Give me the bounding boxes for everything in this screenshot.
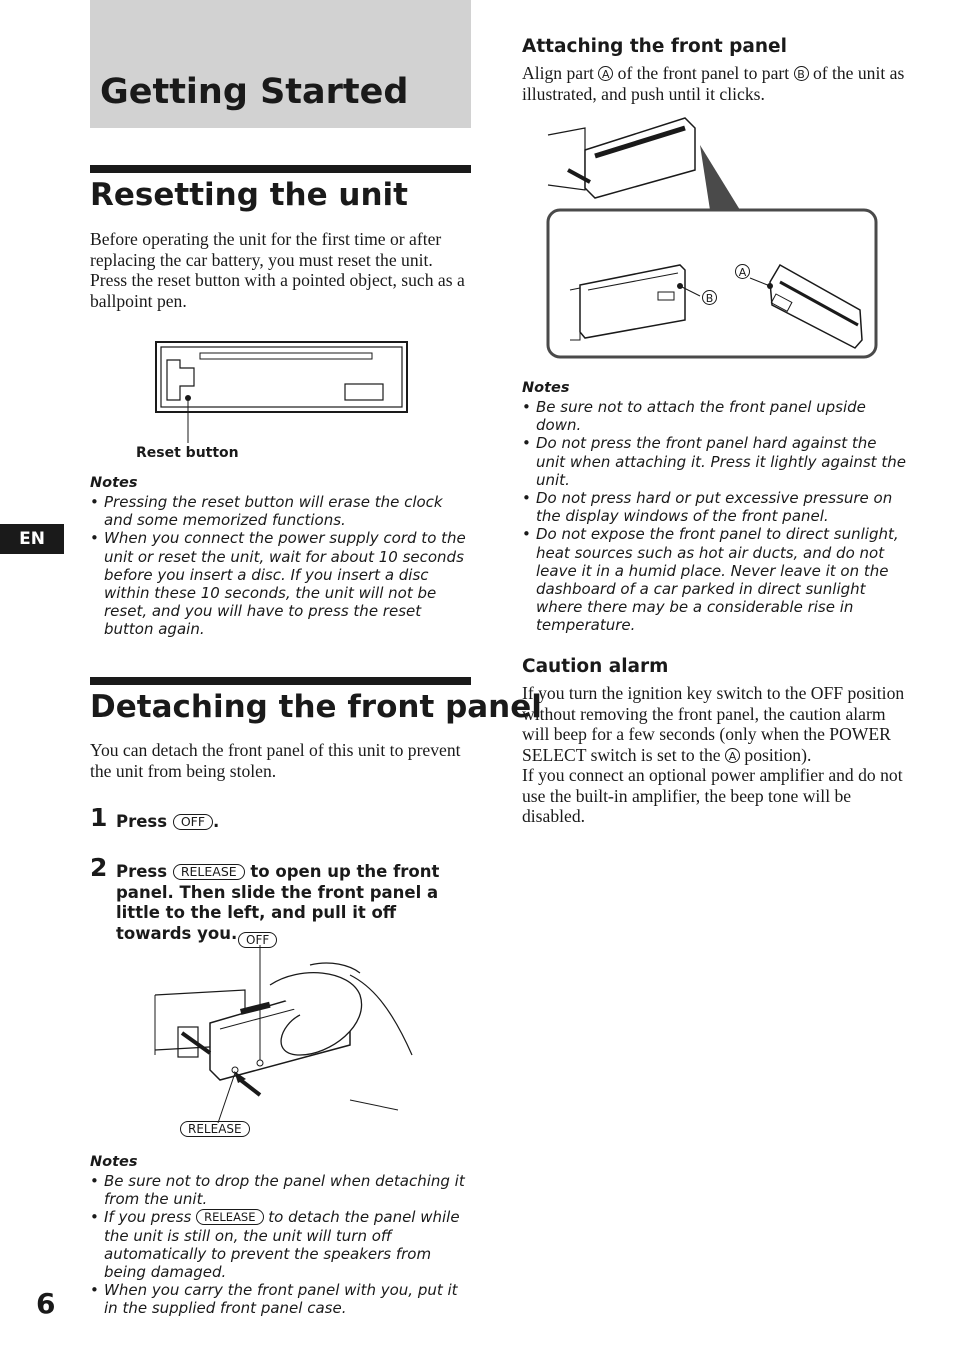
list-item: • Do not press the front panel hard against the unit when attaching it. Press it lightly against the unit. xyxy=(522,434,907,489)
caution-para-1-after: position). xyxy=(744,744,812,765)
resetting-para-1: Before operating the unit for the first time or after replacing the car battery, you must reset the unit. xyxy=(90,229,442,270)
attaching-notes-title: Notes xyxy=(522,380,570,396)
detach-panel-figure xyxy=(150,945,420,1125)
note2-before: If you press xyxy=(104,1208,192,1227)
attaching-text-b: of the front panel to part xyxy=(617,63,790,83)
language-tab: EN xyxy=(0,524,64,554)
list-item: • Do not press hard or put excessive pressure on the display windows of the front panel. xyxy=(522,489,907,525)
part-a-marker: A xyxy=(598,66,613,81)
part-b-marker: B xyxy=(794,66,809,81)
attach-panel-figure xyxy=(540,110,885,365)
resetting-notes-list xyxy=(90,493,475,639)
section-title-detaching: Detaching the front panel xyxy=(90,689,542,725)
release-key: RELEASE xyxy=(196,1209,263,1225)
step-2-press: Press xyxy=(116,862,168,881)
note2-after: to detach the panel while the unit is still on, the unit will turn off automatically to prevent the speakers from being damaged. xyxy=(104,1208,460,1282)
power-select-part-a: A xyxy=(725,748,740,763)
detaching-notes-list xyxy=(90,1172,475,1318)
list-item: • Be sure not to attach the front panel upside down. xyxy=(522,398,907,434)
list-item: • Pressing the reset button will erase the clock and some memorized functions. xyxy=(90,493,475,529)
list-item: • When you carry the front panel with you, put it in the supplied front panel case. xyxy=(90,1281,475,1317)
detaching-notes-title: Notes xyxy=(90,1154,138,1170)
caution-para-1-before: If you turn the ignition key switch to the OFF position without removing the front panel, the caution alarm will beep for a few seconds (only when the POWER SELECT switch is set to the xyxy=(522,683,905,765)
off-key: OFF xyxy=(173,814,213,830)
figure-release-label: RELEASE xyxy=(180,1121,250,1137)
list-item xyxy=(90,1208,475,1281)
section-title-attaching: Attaching the front panel xyxy=(522,36,787,57)
step-1-text xyxy=(116,812,219,833)
attaching-text-c: of the unit as illustrated, and push until it clicks. xyxy=(522,63,905,104)
figure-part-a-label: A xyxy=(735,264,750,279)
step-1-press: Press xyxy=(116,812,168,831)
resetting-para-2: Press the reset button with a pointed object, such as a ballpoint pen. xyxy=(90,270,465,311)
section-title-resetting: Resetting the unit xyxy=(90,177,408,213)
list-item: • Be sure not to drop the panel when detaching it from the unit. xyxy=(90,1172,475,1208)
section-rule xyxy=(90,165,471,173)
reset-button-label: Reset button xyxy=(136,445,239,461)
resetting-notes-title: Notes xyxy=(90,475,138,491)
figure-part-b-label: B xyxy=(702,290,717,305)
resetting-intro xyxy=(90,229,471,311)
caution-para-2: If you connect an optional power amplifier and do not use the built-in amplifier, the beep tone will be disabled. xyxy=(522,765,903,826)
chapter-title: Getting Started xyxy=(100,72,409,112)
attaching-text xyxy=(522,63,907,104)
step-1-number: 1 xyxy=(90,803,108,832)
step-2-number: 2 xyxy=(90,853,108,882)
caution-para-1 xyxy=(522,683,907,765)
section-rule xyxy=(90,677,471,685)
release-key: RELEASE xyxy=(173,864,245,880)
reset-button-figure xyxy=(150,338,415,448)
list-item: • When you connect the power supply cord to the unit or reset the unit, wait for about 10 seconds before you insert a disc. If you insert a disc within these 10 seconds, the unit will not be reset, and you will have to press the reset button again. xyxy=(90,529,475,638)
step-1-end: . xyxy=(213,812,220,831)
detaching-intro: You can detach the front panel of this unit to prevent the unit from being stolen. xyxy=(90,740,461,781)
caution-text xyxy=(522,683,907,827)
step-2-rest: to open up the front panel. Then slide the front panel a little to the left, and pull it off towards you. xyxy=(116,862,440,943)
step-2-text xyxy=(116,862,471,944)
list-item: • Do not expose the front panel to direct sunlight, heat sources such as hot air ducts, and do not leave it in a humid place. Never leave it on the dashboard of a car parked in direct sunlight where there may be a considerable rise in temperature. xyxy=(522,525,907,634)
page-number: 6 xyxy=(36,1287,56,1320)
attaching-text-a: Align part xyxy=(522,63,594,83)
attaching-notes-list xyxy=(522,398,907,635)
figure-off-label: OFF xyxy=(238,932,277,948)
section-title-caution: Caution alarm xyxy=(522,656,669,677)
